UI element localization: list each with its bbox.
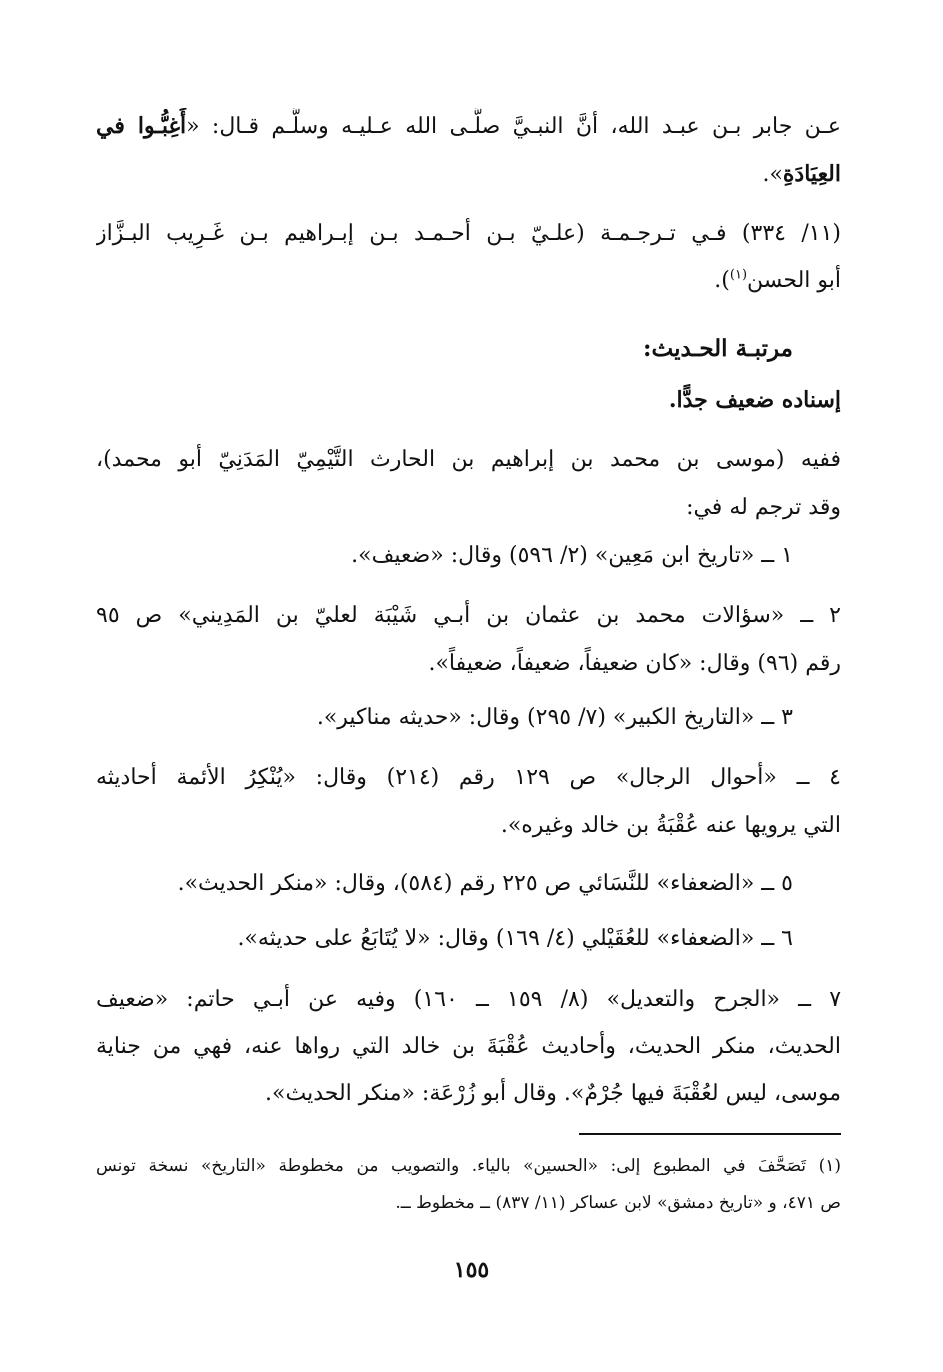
list-item-2a: ٢ ــ «سؤالات محمد بن عثمان بن أبـي شَيْبَة لعليّ بن المَدِيني» ص ٩٥ — [96, 603, 841, 628]
narrator-kunya: أبو الحسن — [747, 268, 841, 293]
body-line-3 — [96, 216, 841, 252]
reference-close: ). — [714, 268, 730, 293]
list-item-5: ٥ ــ «الضعفاء» للنَّسَائي ص ٢٢٥ رقم (٥٨٤)، وقال: «منكر الحديث». — [177, 871, 793, 896]
body-line-7: ففيه (موسى بن محمد بن إبراهيم بن الحارث التَّيْمِيّ المَدَنِيّ أبو محمد)، — [96, 447, 841, 472]
list-item-2b: رقم (٩٦) وقال: «كان ضعيفاً، ضعيفاً، ضعيفاً». — [428, 651, 841, 676]
footnote-line-2: ص ٤٧١، و «تاريخ دمشق» لابن عساكر (١١/ ٨٣٧) ــ مخطوط ــ. — [395, 1193, 841, 1213]
footnote-line-1: (١) تَصَحَّفَ في المطبوع إلى: «الحسين» بالياء. والتصويب من مخطوطة «التاريخ» نسخة تونس — [96, 1156, 841, 1176]
reference-line: (١١/ ٣٣٤) فـي تـرجـمـة (علـيّ بـن أحـمـد بـن إبـراهيم بـن غَـرِيب البـزَّاز — [96, 221, 841, 246]
body-line-1 — [96, 108, 841, 145]
list-item-1: ١ ــ «تاريخ ابن مَعِين» (٢/ ٥٩٦) وقال: «ضعيف». — [351, 543, 793, 568]
list-item-4b: التي يرويها عنه عُقْبَةُ بن خالد وغيره». — [500, 813, 841, 838]
hadith-intro: عـن جابر بـن عبـد الله، أنَّ النبـيَّ صلَّـى الله عـليـه وسلَّـم قـال: « — [186, 114, 841, 139]
list-item-6: ٦ ــ «الضعفاء» للعُقَيْلي (٤/ ١٦٩) وقال: «لا يُتَابَعُ على حديثه». — [237, 926, 793, 951]
hadith-close: ». — [762, 162, 783, 187]
body-line-4 — [96, 263, 841, 299]
hadith-text-bold: أَغِبُّـوا في — [96, 113, 187, 139]
footnote-separator — [579, 1133, 841, 1135]
footnote-marker: (١) — [729, 267, 748, 283]
list-item-7a: ٧ ــ «الجرح والتعديل» (٨/ ١٥٩ ــ ١٦٠) وفيه عن أبـي حاتم: «ضعيف — [96, 987, 841, 1012]
list-item-4a: ٤ ــ «أحوال الرجال» ص ١٢٩ رقم (٢١٤) وقال: «يُنْكِرُ الأئمة أحاديثه — [96, 765, 841, 790]
section-heading: مرتبـة الحـديث: — [643, 335, 793, 362]
isnad-grade: إسناده ضعيف جدًّا. — [668, 387, 841, 413]
page-number: ١٥٥ — [453, 1257, 490, 1283]
hadith-text-bold-end: العِيَادَةِ — [782, 161, 841, 187]
list-item-7c: موسى، ليس لعُقْبَةَ فيها جُرْمٌ». وقال أبو زُرْعَة: «منكر الحديث». — [265, 1081, 841, 1106]
list-item-7b: الحديث، منكر الحديث، وأحاديث عُقْبَةَ بن خالد التي رواها عنه، فهي من جناية — [96, 1034, 841, 1059]
body-line-2 — [96, 156, 841, 193]
list-item-3: ٣ ــ «التاريخ الكبير» (٧/ ٢٩٥) وقال: «حديثه مناكير». — [316, 705, 793, 730]
body-line-8: وقد ترجم له في: — [686, 495, 841, 520]
